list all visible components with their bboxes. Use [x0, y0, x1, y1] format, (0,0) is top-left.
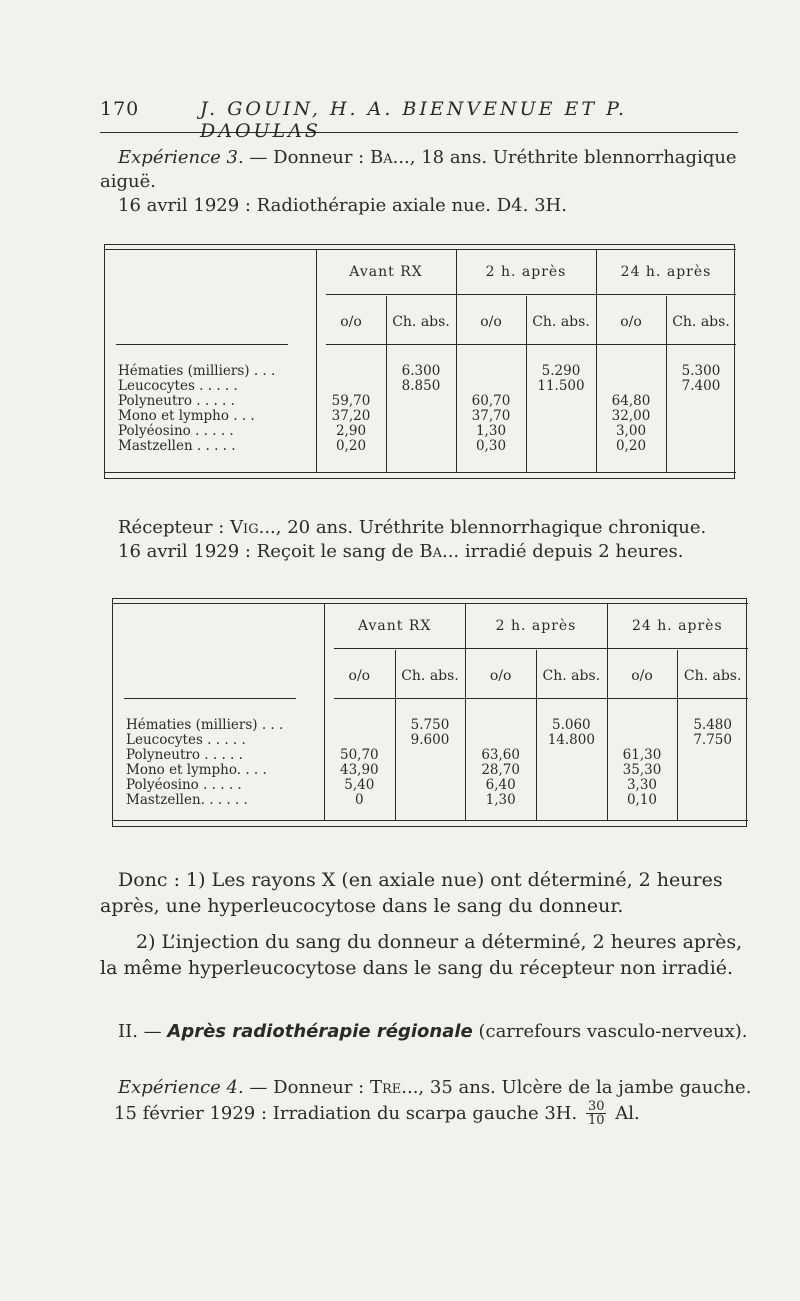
table1-cell: 7.400: [681, 378, 721, 394]
exp4-label: Expérience 4.: [118, 1077, 244, 1098]
section-2-num: II. —: [118, 1021, 168, 1042]
table1-cell: 59,70: [331, 393, 371, 409]
table2-cell: 1,30: [485, 792, 516, 808]
table2-sub-header: Ch. abs.: [683, 668, 742, 684]
table1-cell: 0,30: [475, 438, 507, 454]
table1-row-label: Polyneutro . . . . .: [118, 393, 235, 409]
table1-sub-header: Ch. abs.: [392, 314, 450, 330]
table1-group-rule: [326, 294, 736, 295]
exp4-text-d: Al.: [615, 1102, 640, 1124]
table1-cell: 0,20: [615, 438, 647, 454]
exp3-label: Expérience 3.: [118, 147, 244, 168]
table2-group-header: 24 h. après: [631, 618, 723, 634]
fraction: [586, 1100, 607, 1127]
table2-cell: 3,30: [626, 777, 658, 793]
page-number: 170: [100, 98, 140, 120]
table1-cell: 6.300: [401, 363, 441, 379]
section-2-heading: [118, 1020, 747, 1044]
table2-group-header: 2 h. après: [495, 618, 577, 634]
table2-row-label: Leucocytes . . . . .: [126, 732, 246, 748]
table1-inner-top: [104, 249, 736, 250]
exp4-text-a: — Donneur :: [243, 1077, 370, 1098]
table2-cell: 63,60: [481, 747, 520, 763]
running-title: J. GOUIN, H. A. BIENVENUE ET P. DAOULAS: [200, 98, 628, 142]
exp3-text-a: — Donneur :: [243, 147, 370, 168]
table1-row-label: Polyéosino . . . . .: [118, 423, 234, 439]
fraction-numerator: 30: [587, 1099, 605, 1114]
table1-group-header: 24 h. après: [620, 264, 712, 280]
exp3-text-b: ..., 18 ans. Uréthrite blennorrhagique: [392, 147, 737, 168]
exp3-line3: 16 avril 1929 : Radiothérapie axiale nue. D4. 3H.: [118, 195, 567, 216]
table2-cell: 50,70: [340, 747, 379, 763]
table2-sub-header: Ch. abs.: [542, 668, 601, 684]
recipient-text-d: ... irradié depuis 2 heures.: [441, 541, 684, 562]
table2-group-divider: [607, 603, 608, 820]
table2-cell: 14.800: [547, 732, 595, 748]
exp4-line1: [118, 1076, 751, 1100]
table2-cell: 7.750: [693, 732, 732, 748]
exp4-line2: [114, 1100, 640, 1127]
table1-cell: 8.850: [401, 378, 441, 394]
table1-cell: 60,70: [471, 393, 511, 409]
table2-cell: 35,30: [622, 762, 662, 778]
recipient-name: Vig: [230, 517, 259, 538]
table2-row-label: Mastzellen. . . . . .: [126, 792, 248, 808]
table2-cell: 0,10: [626, 792, 658, 808]
table2-cell: 43,90: [340, 762, 379, 778]
exp4-text-b: ..., 35 ans. Ulcère de la jambe gauche.: [401, 1077, 752, 1098]
exp4-text-c: 15 février 1929 : Irradiation du scarpa gauche 3H.: [114, 1102, 578, 1124]
conclusion-1b: après, une hyperleucocytose dans le sang du donneur.: [100, 895, 624, 917]
table1-inner-bottom: [104, 472, 736, 473]
table2-row-label: Polyneutro . . . . .: [126, 747, 243, 763]
section-2-tail: (carrefours vasculo-nerveux).: [472, 1021, 748, 1042]
table2-cell: 61,30: [622, 747, 662, 763]
table1-sub-header: Ch. abs.: [532, 314, 590, 330]
table1-sub-header: Ch. abs.: [672, 314, 730, 330]
table-1: [104, 244, 736, 480]
recipient-line1: [118, 516, 706, 540]
table1-group-divider: [596, 249, 597, 472]
table1-group-divider: [456, 249, 457, 472]
table1-group-header: Avant RX: [349, 264, 423, 280]
recipient-text-b: ..., 20 ans. Uréthrite blennorrhagique chronique.: [258, 517, 707, 538]
table1-cell: 11.500: [537, 378, 585, 394]
table2-row-label: Mono et lympho. . . .: [126, 762, 267, 778]
table2-label-divider: [324, 603, 325, 820]
conclusion-2b: la même hyperleucocytose dans le sang du récepteur non irradié.: [100, 957, 734, 979]
recipient-text-a: Récepteur :: [118, 517, 231, 538]
table1-label-divider: [316, 249, 317, 472]
exp3-line2: aiguë.: [100, 171, 156, 192]
table1-cell: 2,90: [335, 423, 367, 439]
table1-cell: 5.300: [681, 363, 721, 379]
running-header: [100, 98, 740, 142]
fraction-denominator: 10: [587, 1113, 605, 1128]
table2-sub-header: o/o: [631, 668, 653, 684]
table2-cell: 6,40: [485, 777, 516, 793]
table1-cell: 0,20: [335, 438, 367, 454]
table2-cell: 5.060: [552, 717, 591, 733]
table1-row-label: Mastzellen . . . . .: [118, 438, 236, 454]
table1-sub-header: o/o: [340, 314, 362, 330]
table2-sub-header: o/o: [348, 668, 371, 684]
table-2: [112, 598, 748, 828]
table2-cell: 5,40: [344, 777, 375, 793]
conclusion-2a: 2) L’injection du sang du donneur a déterminé, 2 heures après,: [136, 931, 743, 953]
header-rule: [100, 132, 738, 133]
table2-row-label: Hématies (milliers) . . .: [126, 717, 284, 733]
table1-cell: 1,30: [475, 423, 507, 439]
table1-cell: 32,00: [611, 408, 651, 424]
table1-cell: 37,20: [331, 408, 371, 424]
table2-cell: 5.750: [410, 717, 450, 733]
table1-cell: 64,80: [611, 393, 651, 409]
table1-group-header: 2 h. après: [485, 264, 567, 280]
exp3-donor: Ba: [369, 147, 393, 168]
table1-cell: 37,70: [471, 408, 511, 424]
exp4-donor: Tre: [369, 1077, 402, 1098]
table2-sub-header: Ch. abs.: [401, 668, 459, 684]
table1-row-label: Mono et lympho . . .: [118, 408, 255, 424]
table2-cell: 0: [355, 792, 364, 808]
table1-row-label: Hématies (milliers) . . .: [118, 363, 276, 379]
table1-label-rule: [116, 344, 288, 345]
table1-sub-header: o/o: [480, 314, 502, 330]
table2-cell: 9.600: [410, 732, 450, 748]
table1-row-label: Leucocytes . . . . .: [118, 378, 238, 394]
recipient-text-c: 16 avril 1929 : Reçoit le sang de: [118, 541, 420, 562]
table2-group-header: Avant RX: [357, 618, 432, 634]
table2-cell: 28,70: [481, 762, 520, 778]
table1-sub-header: o/o: [620, 314, 642, 330]
table2-row-label: Polyéosino . . . . .: [126, 777, 242, 793]
table2-inner-top: [112, 603, 748, 604]
table1-cell: 5.290: [541, 363, 581, 379]
recipient-line2: [118, 540, 683, 564]
table2-group-divider: [465, 603, 466, 820]
recipient-donor: Ba: [419, 541, 442, 562]
table2-inner-bottom: [112, 820, 748, 821]
table2-cell: 5.480: [693, 717, 732, 733]
table1-cell: 3,00: [615, 423, 647, 439]
conclusion-1a: Donc : 1) Les rayons X (en axiale nue) ont déterminé, 2 heures: [118, 869, 723, 891]
exp3-line1: [118, 146, 737, 170]
table2-sub-header: o/o: [489, 668, 512, 684]
table2-group-rule: [334, 648, 748, 649]
section-2-title: Après radiothérapie régionale: [167, 1021, 473, 1042]
table1-sub-rule: [326, 344, 736, 345]
table2-sub-rule: [334, 698, 748, 699]
table2-label-rule: [124, 698, 296, 699]
